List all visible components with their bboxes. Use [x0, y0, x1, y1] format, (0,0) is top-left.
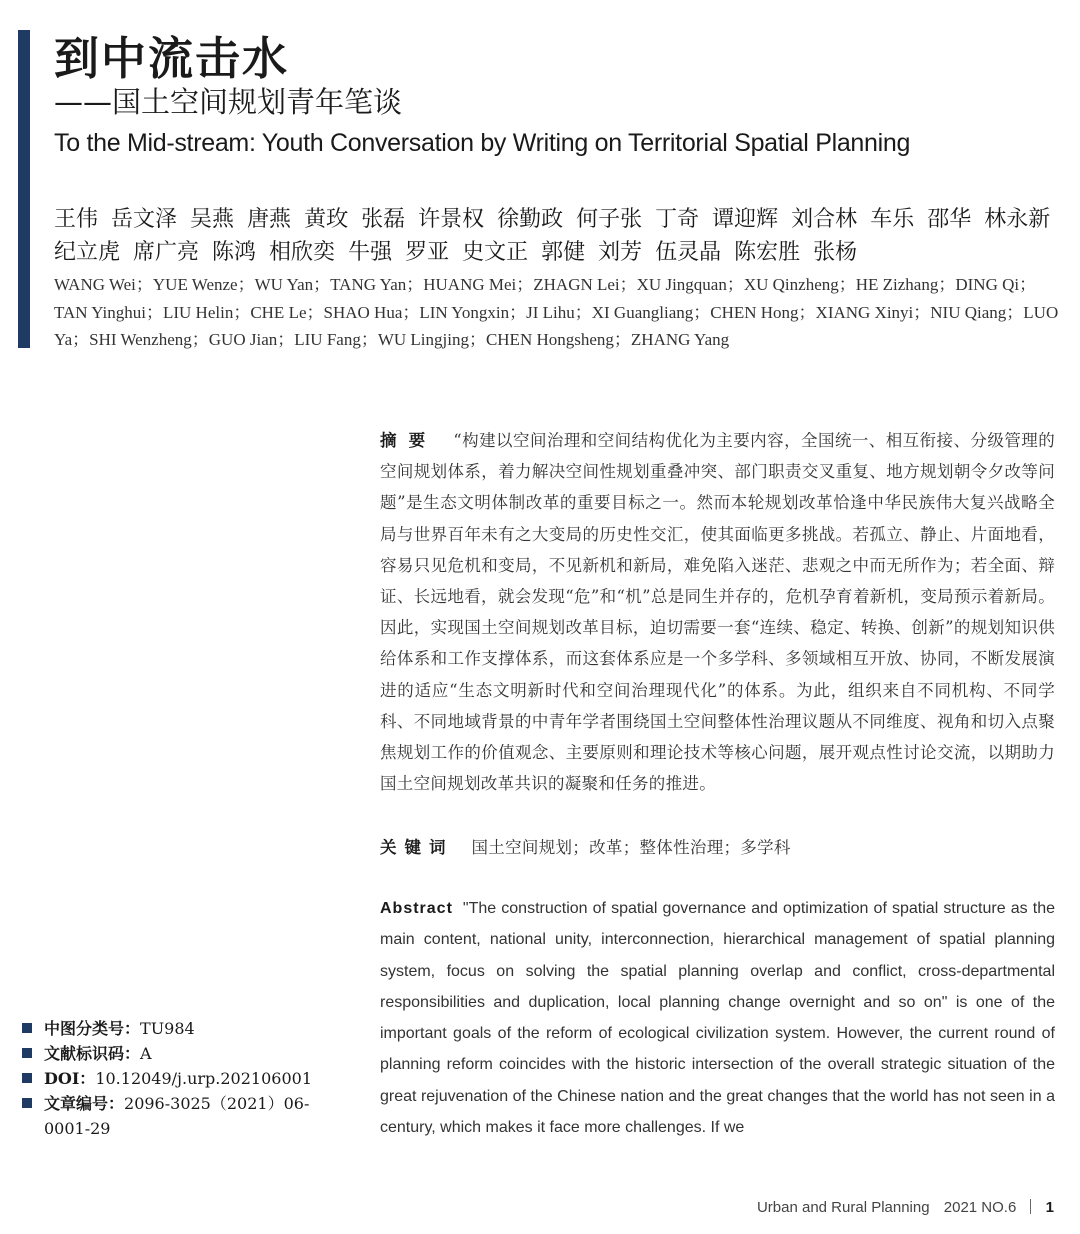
square-bullet-icon	[22, 1048, 32, 1058]
page-number: 1	[1045, 1199, 1054, 1216]
page-footer	[757, 1199, 1054, 1216]
author-name: 林永新	[984, 207, 1051, 232]
issue-number: 2021 NO.6	[943, 1199, 1017, 1216]
abstract-zh-text: “构建以空间治理和空间结构优化为主要内容，全国统一、相互衔接、分级管理的空间规划体系，着力解决空间性规划重叠冲突、部门职责交叉重复、地方规划朝令夕改等问题”是生态文明体制改革的重要目标之一。然而本轮规划改革恰逢中华民族伟大复兴战略全局与世界百年未有之大变局的历史性交汇，使其面临更多挑战。若孤立、静止、片面地看，容易只见危机和变局，不见新机和新局，难免陷入迷茫、悲观之中而无所作为；若全面、辩证、长远地看，就会发现“危”和“机”总是同生并存的，危机孕育着新机，变局预示着新局。因此，实现国土空间规划改革目标，迫切需要一套“连续、稳定、转换、创新”的规划知识供给体系和工作支撑体系，而这套体系应是一个多学科、多领域相互开放、协同，不断发展演进的适应“生态文明新时代和空间治理现代化”的体系。为此，组织来自不同机构、不同学科、不同地域背景的中青年学者围绕国土空间整体性治理议题从不同维度、视角和切入点聚焦规划工作的价值观念、主要原则和理论技术等核心问题，展开观点性讨论交流，以期助力国土空间规划改革共识的凝聚和任务的推进。	[380, 431, 1055, 794]
author-name: 刘芳	[598, 240, 643, 265]
meta-label: 文献标识码：	[44, 1044, 141, 1063]
page-title: 到中流击水	[54, 32, 290, 85]
page-subtitle: ——国土空间规划青年笔谈	[54, 85, 403, 119]
article-meta	[22, 1016, 322, 1141]
author-name: 唐燕	[247, 207, 292, 232]
author-name: 相欣奕	[269, 240, 336, 265]
author-name: 黄玫	[304, 207, 349, 232]
author-name: 伍灵晶	[655, 240, 722, 265]
authors-en: WANG Wei；YUE Wenze；WU Yan；TANG Yan；HUANG Mei；ZHAGN Lei；XU Jingquan；XU Qinzheng；HE Zizhang；DING Qi；TAN Yinghui；LIU Helin；CHE Le；SHAO Hua；LIN Yongxin；JI Lihu；XI Guangliang；CHEN Hong；XIANG Xinyi；NIU Qiang；LUO Ya；SHI Wenzheng；GUO Jian；LIU Fang；WU Lingjing；CHEN Hongsheng；ZHANG Yang	[54, 275, 1059, 349]
english-title: To the Mid-stream: Youth Conversation by Writing on Territorial Spatial Planning	[54, 129, 911, 157]
meta-value: TU984	[140, 1019, 195, 1038]
author-name: 纪立虎	[54, 240, 121, 265]
author-name: 车乐	[870, 207, 915, 232]
square-bullet-icon	[22, 1073, 32, 1083]
meta-label: 文章编号：	[44, 1094, 125, 1113]
author-name: 郭健	[541, 240, 586, 265]
author-name: 张磊	[361, 207, 406, 232]
abstract-zh-label: 摘要	[380, 431, 438, 450]
meta-row	[22, 1091, 322, 1141]
author-name: 邵华	[927, 207, 972, 232]
meta-row	[22, 1066, 322, 1091]
square-bullet-icon	[22, 1098, 32, 1108]
author-name: 刘合林	[791, 207, 858, 232]
author-name: 王伟	[54, 207, 99, 232]
accent-bar	[18, 30, 30, 348]
author-name: 陈鸿	[212, 240, 257, 265]
keywords-zh	[380, 832, 1055, 863]
meta-value: A	[140, 1044, 152, 1063]
meta-row	[22, 1041, 322, 1066]
author-name: 谭迎辉	[712, 207, 779, 232]
meta-value: 10.12049/j.urp.202106001	[95, 1069, 312, 1088]
journal-name: Urban and Rural Planning	[756, 1199, 930, 1216]
keywords-text: 国土空间规划；改革；整体性治理；多学科	[471, 838, 791, 857]
meta-label: 中图分类号：	[44, 1019, 141, 1038]
author-name: 牛强	[348, 240, 393, 265]
author-name: 席广亮	[133, 240, 200, 265]
author-name: 岳文泽	[111, 207, 178, 232]
author-name: 丁奇	[655, 207, 700, 232]
author-name: 何子张	[576, 207, 643, 232]
abstract-en	[380, 893, 1055, 1143]
abstract-en-label: Abstract	[380, 900, 453, 917]
author-name: 罗亚	[405, 240, 450, 265]
meta-row	[22, 1016, 322, 1041]
footer-divider	[1030, 1199, 1031, 1214]
author-name: 吴燕	[190, 207, 235, 232]
meta-label: DOI：	[44, 1069, 96, 1088]
abstract-zh	[380, 425, 1055, 799]
author-name: 张杨	[813, 240, 858, 265]
keywords-label: 关键词	[380, 838, 454, 857]
authors-zh	[54, 203, 1064, 269]
square-bullet-icon	[22, 1023, 32, 1033]
author-name: 陈宏胜	[734, 240, 801, 265]
abstract-en-text: "The construction of spatial governance and optimization of spatial structure as the main content, national unity, interconnection, hierarchical management of spatial planning system, focus on solving the spatial planning overlap and conflict, cross-departmental responsibilities and duplication, local planning change overnight and so on" is one of the important goals of the reform of ecological civilization system. However, the current round of planning reform coincides with the historic intersection of the overall strategic situation of the great rejuvenation of the Chinese nation and the great changes that the world has not seen in a century, which makes it face more challenges. If we	[380, 900, 1055, 1137]
author-name: 许景权	[418, 207, 485, 232]
meta-value: 2096-3025（2021）06-0001-29	[44, 1094, 310, 1138]
author-name: 徐勤政	[497, 207, 564, 232]
author-name: 史文正	[462, 240, 529, 265]
